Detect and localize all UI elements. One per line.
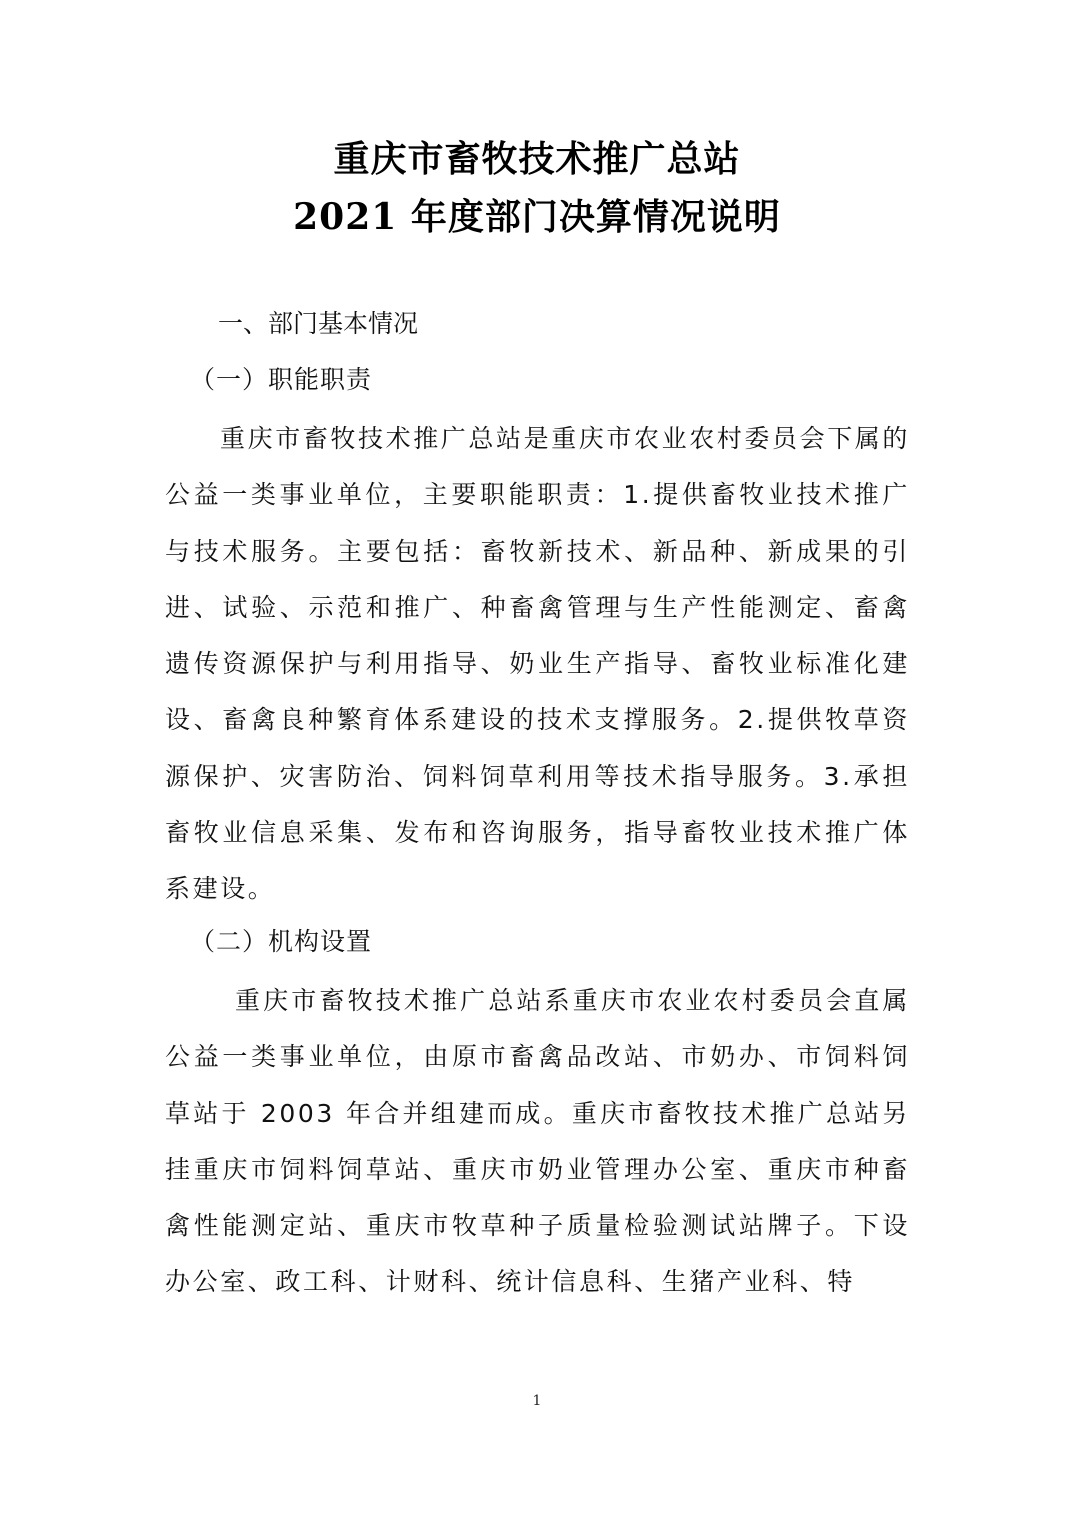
subsection-heading-organization: （二）机构设置 [190,927,373,956]
document-title-line1: 重庆市畜牧技术推广总站 [333,138,741,180]
page-number: 1 [532,1393,542,1409]
paragraph-organization: 重庆市畜牧技术推广总站系重庆市农业农村委员会直属公益一类事业单位，由原市畜禽品改站、市奶办、市饲料饲草站于 2003 年合并组建而成。重庆市畜牧技术推广总站另挂重庆市饲料饲草站、重庆市奶业管理办公室、重庆市种畜禽性能测定站、重庆市牧草种子质量检验测试站牌子。下设办公室、政工科、计财科、统计信息科、生猪产业科、特 [165,986,910,1297]
document-title-line2: 2021 年度部门决算情况说明 [293,196,781,238]
paragraph-duties: 重庆市畜牧技术推广总站是重庆市农业农村委员会下属的公益一类事业单位，主要职能职责：1.提供畜牧业技术推广与技术服务。主要包括：畜牧新技术、新品种、新成果的引进、试验、示范和推广、种畜禽管理与生产性能测定、畜禽遗传资源保护与利用指导、奶业生产指导、畜牧业标准化建设、畜禽良种繁育体系建设的技术支撑服务。2.提供牧草资源保护、灾害防治、饲料饲草利用等技术指导服务。3.承担畜牧业信息采集、发布和咨询服务，指导畜牧业技术推广体系建设。 [165,424,911,904]
subsection-heading-duties: （一）职能职责 [190,365,373,394]
section-heading-basic-info: 一、部门基本情况 [218,309,419,338]
